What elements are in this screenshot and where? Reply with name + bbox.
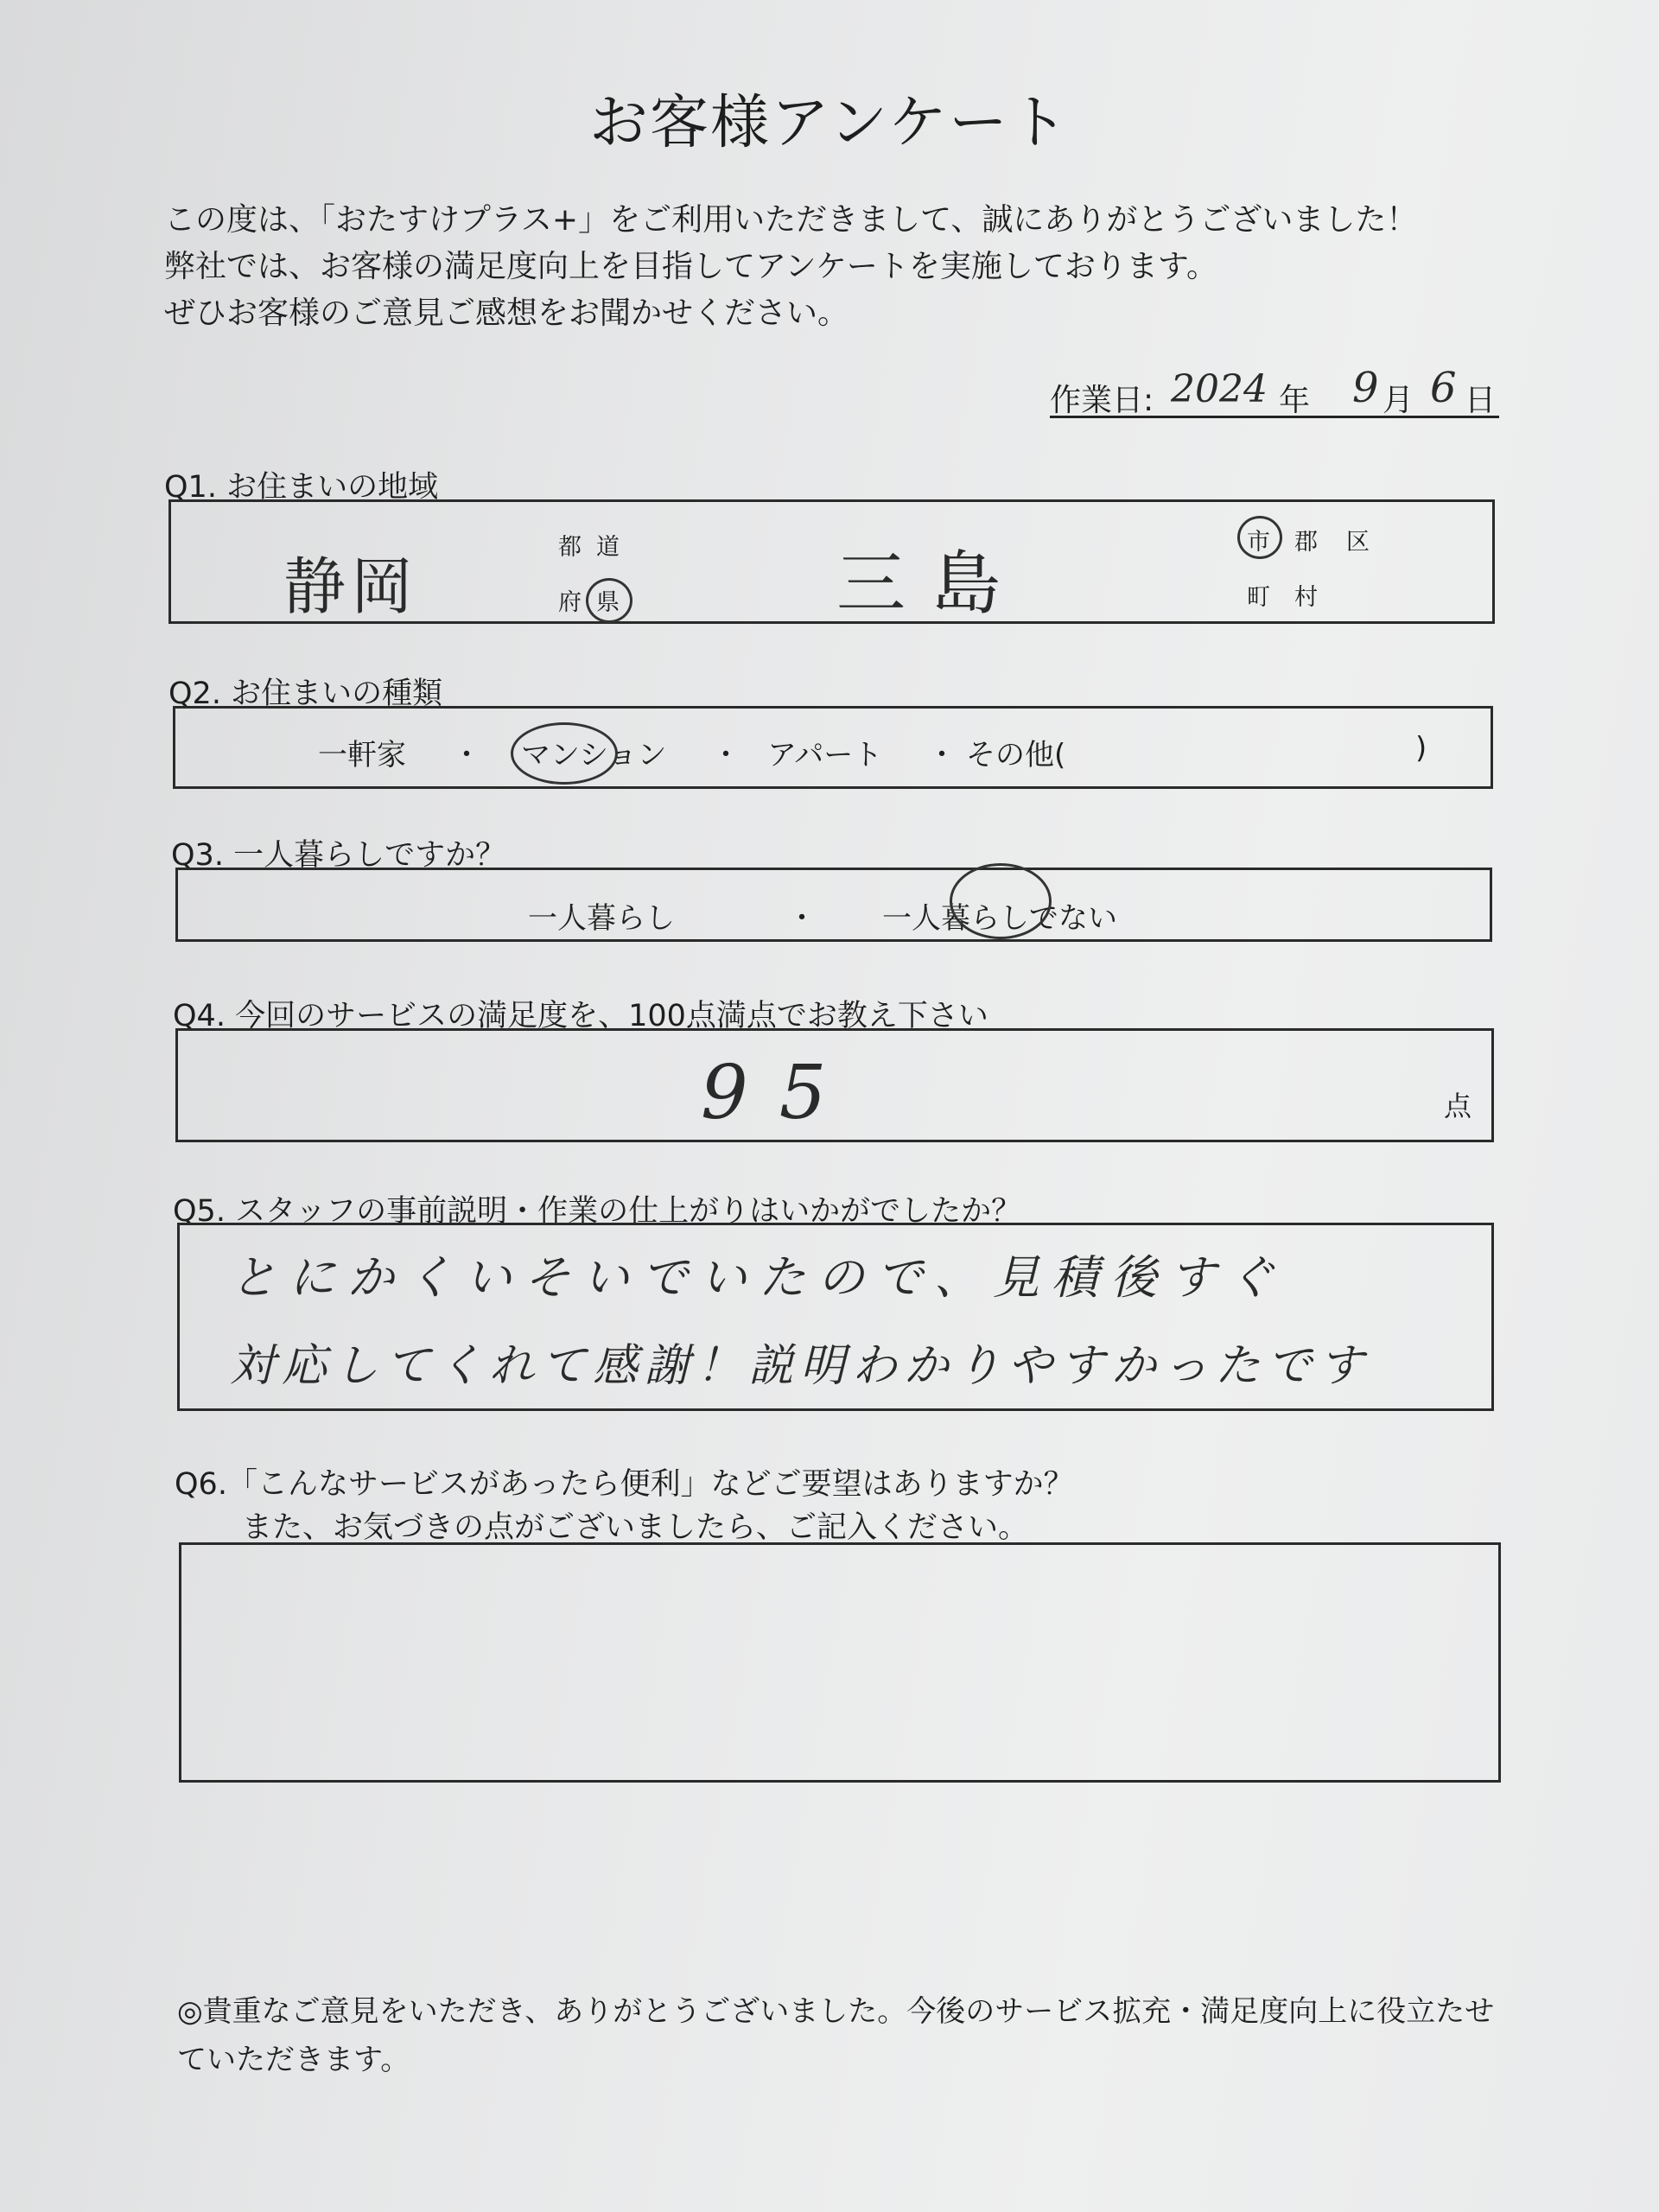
q2-selection-circle: [511, 722, 618, 785]
q1-prefecture-value: 静岡: [283, 550, 419, 623]
work-date-month-value: 9: [1352, 364, 1379, 412]
q1-pref-option-ken: 県: [596, 589, 620, 616]
q1-city-option-shi: 市: [1247, 529, 1270, 556]
q2-separator-1: ・: [452, 738, 481, 772]
q4-score-unit: 点: [1444, 1090, 1472, 1122]
q1-city-option-mura: 村: [1294, 584, 1318, 611]
work-date-year-unit: 年: [1279, 383, 1311, 418]
q4-answer-box[interactable]: [175, 1028, 1494, 1142]
work-date-field[interactable]: [1050, 364, 1499, 418]
work-date-label: 作業日:: [1050, 383, 1154, 418]
footer-note: ◎貴重なご意見をいただき、ありがとうございました。今後のサービス拡充・満足度向上に役立たせていただきます。: [177, 1994, 1495, 2077]
q2-option-apartment[interactable]: アパート: [767, 738, 883, 772]
q1-pref-selection-circle: [586, 578, 632, 623]
q3-selection-circle: [950, 863, 1052, 939]
work-date-year-value: 2024: [1171, 367, 1268, 411]
q5-answer-box[interactable]: [177, 1223, 1494, 1411]
q2-question: Q2. お住まいの種類: [168, 677, 443, 711]
q5-answer-line-2: 対応してくれて感謝！説明わかりやすかったです: [230, 1340, 1371, 1392]
q2-answer-box[interactable]: [173, 706, 1493, 789]
work-date-day-value: 6: [1430, 364, 1457, 412]
q1-pref-option-to: 都: [558, 534, 582, 561]
q2-option-mansion[interactable]: マンション: [521, 738, 667, 772]
q5-question: Q5. スタッフの事前説明・作業の仕上がりはいかがでしたか？: [173, 1194, 1022, 1229]
q2-separator-3: ・: [927, 738, 957, 772]
q2-option-other[interactable]: その他(: [966, 738, 1066, 772]
q6-question-line-2: また、お気づきの点がございましたら、ご記入ください。: [242, 1510, 1029, 1545]
q2-option-house[interactable]: 一軒家: [318, 738, 406, 772]
intro-line-3: ぜひお客様のご意見ご感想をお聞かせください。: [164, 296, 849, 331]
q5-answer-line-1: とにかくいそいでいたので、見積後すぐ: [230, 1250, 1287, 1305]
q6-answer-box[interactable]: [179, 1542, 1501, 1783]
q1-pref-option-do: 道: [596, 534, 620, 561]
q1-city-selection-circle: [1237, 516, 1282, 559]
intro-line-2: 弊社では、お客様の満足度向上を目指してアンケートを実施しております。: [164, 249, 1217, 284]
q1-question: Q1. お住まいの地域: [164, 470, 439, 505]
q1-city-option-gun: 郡: [1294, 529, 1318, 556]
intro-line-1: この度は、「おたすけプラス+」をご利用いただきまして、誠にありがとうございました！: [164, 202, 1418, 238]
q1-city-value: 三島: [836, 543, 1027, 624]
q3-option-not-alone[interactable]: 一人暮らしでない: [882, 901, 1117, 936]
q1-pref-option-fu: 府: [558, 589, 582, 616]
q6-question-line-1: Q6.「こんなサービスがあったら便利」などご要望はありますか？: [175, 1467, 1074, 1502]
q1-answer-box[interactable]: [168, 499, 1495, 624]
q3-question: Q3. 一人暮らしですか？: [171, 838, 506, 873]
work-date-day-unit: 日: [1465, 383, 1497, 418]
q3-answer-box[interactable]: [175, 868, 1492, 942]
q4-score-value: 95: [701, 1050, 858, 1136]
page-title: お客様アンケート: [589, 89, 1070, 157]
q3-option-alone[interactable]: 一人暮らし: [528, 901, 675, 936]
q2-separator-2: ・: [711, 738, 741, 772]
work-date-month-unit: 月: [1382, 383, 1414, 418]
q1-city-option-machi: 町: [1247, 584, 1270, 611]
q3-separator: ・: [787, 901, 817, 936]
q4-question: Q4. 今回のサービスの満足度を、100点満点でお教え下さい: [173, 999, 988, 1033]
q1-city-option-ku: 区: [1346, 529, 1370, 556]
q2-other-close-paren: ): [1415, 731, 1427, 766]
